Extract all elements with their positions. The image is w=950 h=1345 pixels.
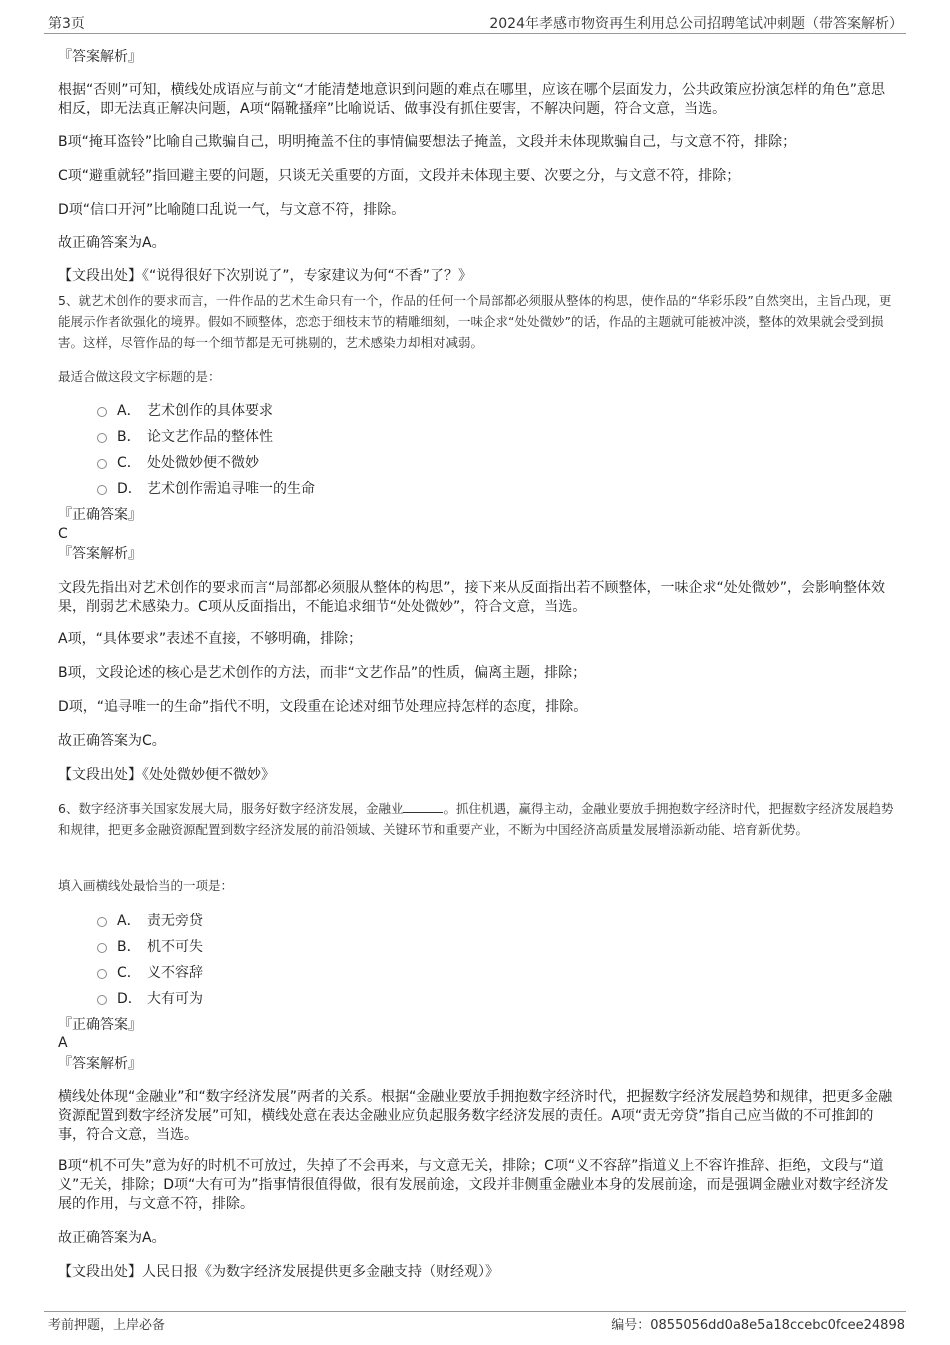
radio-icon[interactable] (97, 407, 107, 417)
option-letter: A． (117, 403, 141, 419)
q5-option-a[interactable] (97, 400, 273, 420)
option-text: 义不容辞 (147, 965, 203, 981)
page-number: 第3页 (48, 16, 85, 32)
q5-conclusion: 故正确答案为C。 (58, 733, 166, 749)
q4-analysis-p1: 根据“否则”可知，横线处成语应与前文“才能清楚地意识到问题的难点在哪里，应该在哪个层面发力，公共政策应扮演怎样的角色”意思相反，即无法真正解决问题，A项“隔靴搔痒”比喻说话、做事没有抓住要害，不解决问题，符合文意，当选。 (58, 82, 886, 117)
q6-option-d[interactable] (97, 988, 203, 1008)
q5-analysis-p1: 文段先指出对艺术创作的要求而言“局部都必须服从整体的构思”，接下来从反面指出若不顾整体，一味企求“处处微妙”，会影响整体效果，削弱艺术感染力。C项从反面指出，不能追求细节“处处微妙”，符合文意，当选。 (58, 580, 886, 615)
option-letter: D． (117, 991, 142, 1007)
q5-analysis-label: 『答案解析』 (58, 546, 142, 562)
q4-analysis-p2: B项“掩耳盗铃”比喻自己欺骗自己，明明掩盖不住的事情偏要想法子掩盖，文段并未体现欺骗自己，与文意不符，排除； (58, 134, 797, 150)
header-divider (44, 33, 906, 34)
option-text: 论文艺作品的整体性 (147, 429, 273, 445)
radio-icon[interactable] (97, 433, 107, 443)
option-letter: D． (117, 481, 142, 497)
q5-prompt: 最适合做这段文字标题的是： (58, 369, 221, 384)
q6-option-a[interactable] (97, 910, 203, 930)
q5-option-c[interactable] (97, 452, 259, 472)
q6-analysis-p2: B项“机不可失”意为好的时机不可放过，失掉了不会再来，与文意无关，排除；C项“义不容辞”指道义上不容许推辞、拒绝，文段与“道义”无关，排除；D项“大有可为”指事情很值得做，很有发展前途，文段并非侧重金融业本身的发展前途，而是强调金融业对数字经济发展的作用，与文意不符，排除。 (58, 1158, 889, 1212)
option-letter: C． (117, 965, 141, 981)
q4-analysis-p3: C项“避重就轻”指回避主要的问题，只谈无关重要的方面，文段并未体现主要、次要之分，与文意不符，排除； (58, 168, 741, 184)
radio-icon[interactable] (97, 995, 107, 1005)
option-letter: C． (117, 455, 141, 471)
radio-icon[interactable] (97, 943, 107, 953)
q6-analysis-p1: 横线处体现“金融业”和“数字经济发展”两者的关系。根据“金融业要放手拥抱数字经济时代，把握数字经济发展趋势和规律，把更多金融资源配置到数字经济发展”可知，横线处意在表达金融业应负起服务数字经济发展的责任。A项“责无旁贷”指自己应当做的不可推卸的事，符合文意，当选。 (58, 1089, 893, 1143)
footer-divider (44, 1311, 906, 1312)
q5-correct-answer: C (58, 526, 68, 542)
q6-stem-part2: 。抓住机遇，赢得主动，金融业要放手拥抱数字经济时代，把握数字经济发展趋势和规律，把更多金融资源配置到数字经济发展的前沿领域、关键环节和重要产业，不断为中国经济高质量发展增添新动能、培育新优势。 (58, 801, 894, 837)
q6-correct-label: 『正确答案』 (58, 1017, 142, 1033)
radio-icon[interactable] (97, 485, 107, 495)
q6-source: 【文段出处】人民日报《为数字经济发展提供更多金融支持（财经观）》 (58, 1264, 499, 1280)
q4-analysis-label: 『答案解析』 (58, 49, 142, 65)
q5-source: 【文段出处】《处处微妙便不微妙》 (58, 767, 275, 783)
q5-correct-label: 『正确答案』 (58, 507, 142, 523)
option-letter: B． (117, 939, 141, 955)
radio-icon[interactable] (97, 459, 107, 469)
q5-option-d[interactable] (97, 478, 315, 498)
q6-conclusion: 故正确答案为A。 (58, 1230, 166, 1246)
q5-analysis-p2: A项，“具体要求”表述不直接，不够明确，排除； (58, 631, 363, 647)
option-text: 艺术创作的具体要求 (147, 403, 273, 419)
q5-option-b[interactable] (97, 426, 273, 446)
radio-icon[interactable] (97, 969, 107, 979)
q6-option-b[interactable] (97, 936, 203, 956)
q6-correct-answer: A (58, 1035, 68, 1051)
footer-slogan: 考前押题，上岸必备 (48, 1318, 166, 1333)
option-text: 责无旁贷 (147, 913, 203, 929)
footer-code: 编号：0855056dd0a8e5a18ccebc0fcee24898 (611, 1318, 905, 1333)
q6-stem-part1: 6、数字经济事关国家发展大局，服务好数字经济发展，金融业 (58, 801, 404, 816)
q6-prompt: 填入画横线处最恰当的一项是： (58, 878, 234, 893)
option-text: 机不可失 (147, 939, 203, 955)
answer-blank (403, 800, 443, 813)
q4-conclusion: 故正确答案为A。 (58, 235, 166, 251)
option-text: 处处微妙便不微妙 (147, 455, 259, 471)
document-title: 2024年孝感市物资再生利用总公司招聘笔试冲刺题（带答案解析） (489, 16, 903, 32)
q4-source: 【文段出处】《“说得很好下次别说了”，专家建议为何“不香”了？》 (58, 268, 473, 284)
q5-analysis-p4: D项，“追寻唯一的生命”指代不明，文段重在论述对细节处理应持怎样的态度，排除。 (58, 699, 588, 715)
q6-stem (58, 798, 898, 840)
q5-stem: 5、就艺术创作的要求而言，一件作品的艺术生命只有一个，作品的任何一个局部都必须服从整体的构思，使作品的“华彩乐段”自然突出，主旨凸现，更能展示作者欲强化的境界。假如不顾整体，恋恋于细枝末节的精雕细刻，一味企求“处处微妙”的话，作品的主题就可能被冲淡，整体的效果就会受到损害。这样，尽管作品的每一个细节都是无可挑剔的，艺术感染力却相对减弱。 (58, 293, 892, 350)
option-letter: B． (117, 429, 141, 445)
q6-option-c[interactable] (97, 962, 203, 982)
radio-icon[interactable] (97, 917, 107, 927)
option-text: 大有可为 (147, 991, 203, 1007)
q6-analysis-label: 『答案解析』 (58, 1056, 142, 1072)
option-letter: A． (117, 913, 141, 929)
option-text: 艺术创作需追寻唯一的生命 (147, 481, 315, 497)
q5-analysis-p3: B项，文段论述的核心是艺术创作的方法，而非“文艺作品”的性质，偏离主题，排除； (58, 665, 587, 681)
q4-analysis-p4: D项“信口开河”比喻随口乱说一气，与文意不符，排除。 (58, 202, 406, 218)
